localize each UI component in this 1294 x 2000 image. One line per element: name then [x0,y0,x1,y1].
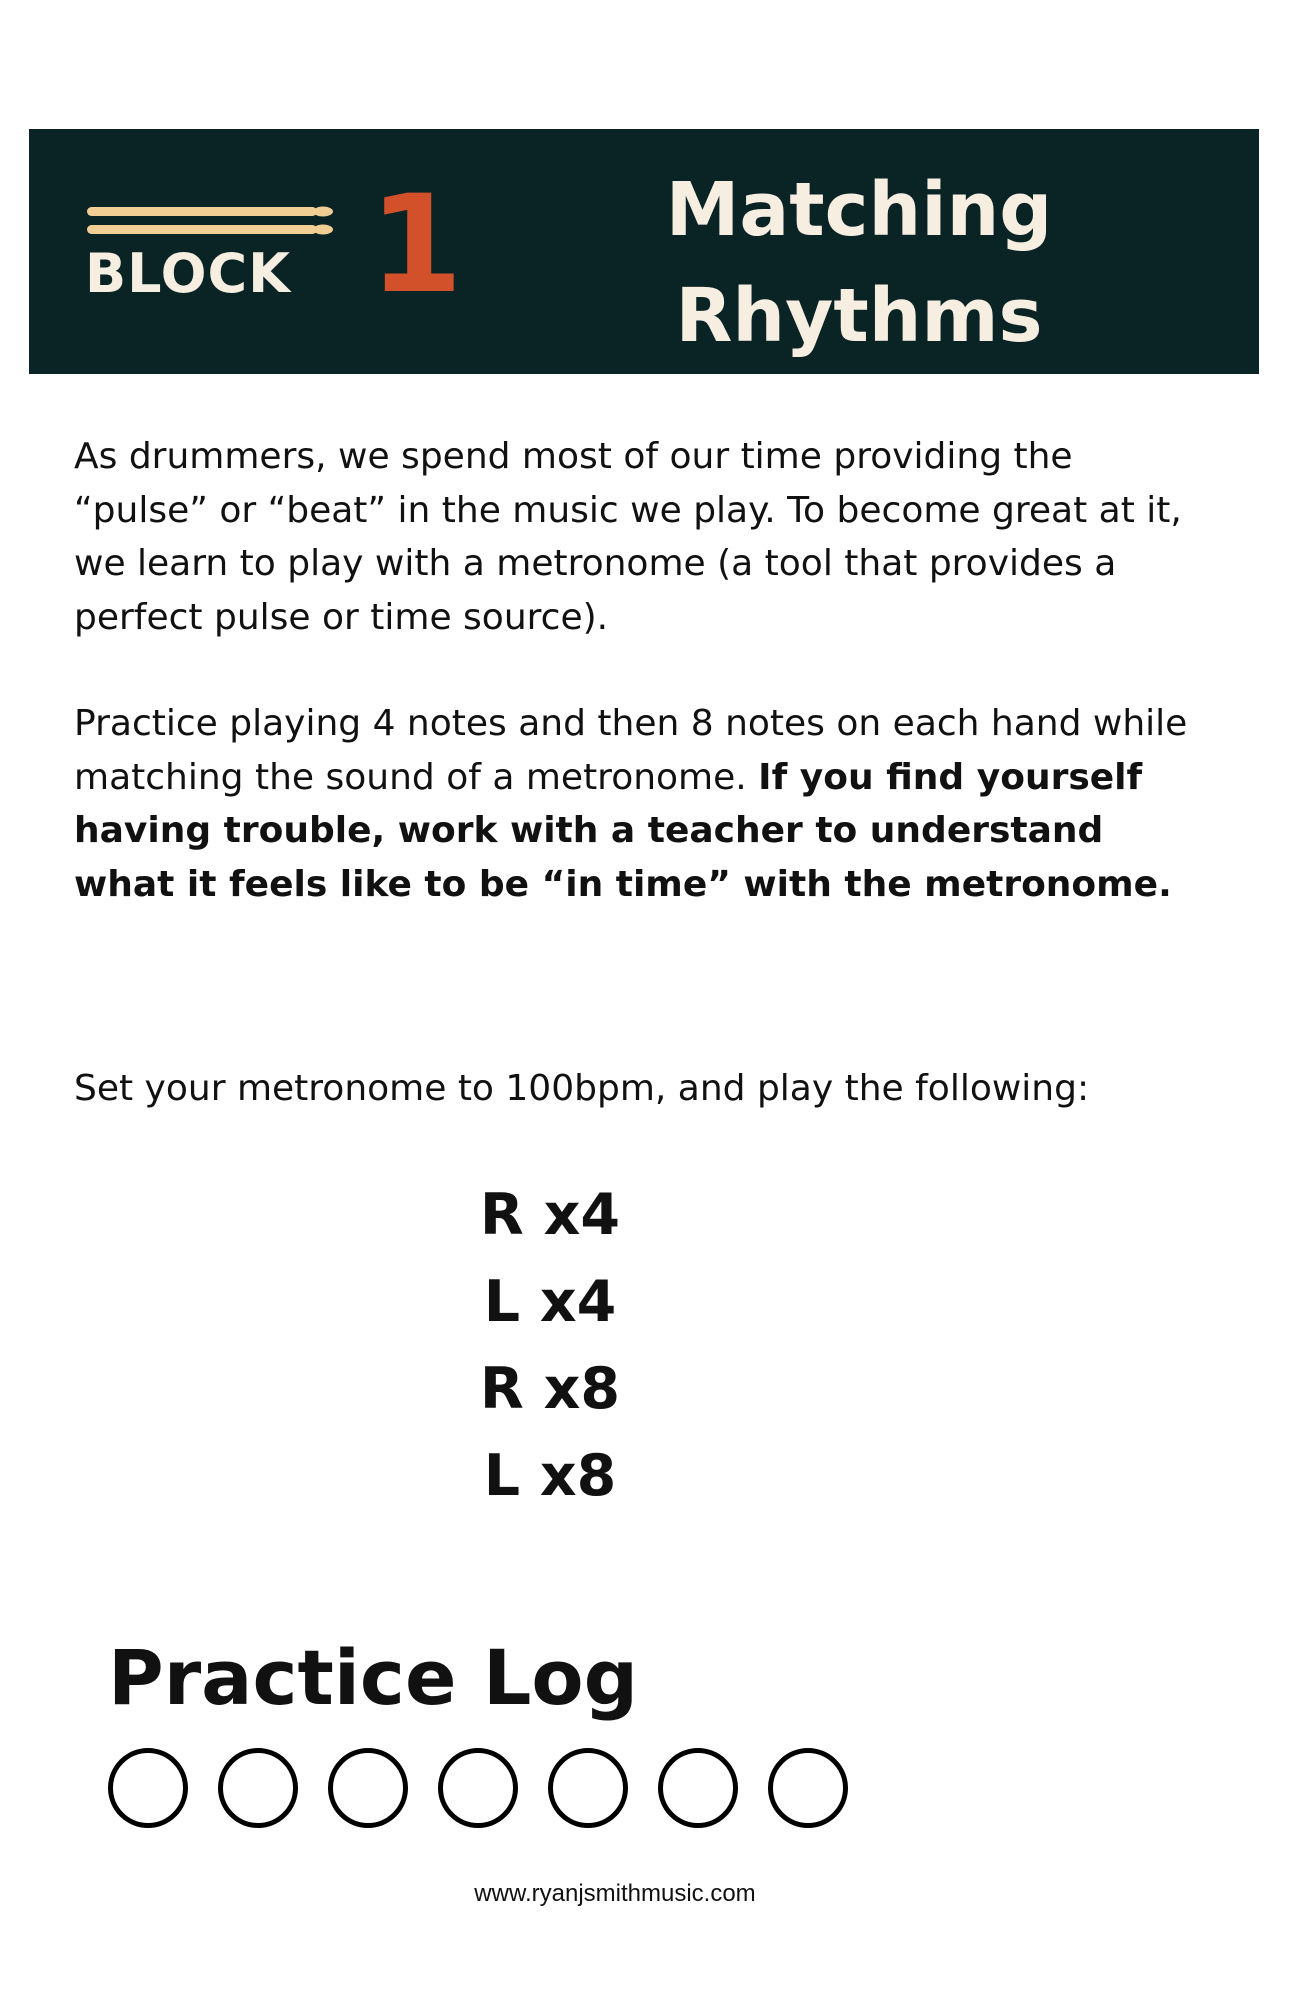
practice-paragraph-bold: If you find yourself having trouble, work with a teacher to understand what it feels like to be “in time” with the metronome. [74,756,1172,905]
exercise-item: L x8 [483,1443,617,1509]
instruction-text: Set your metronome to 100bpm, and play the following: [74,1068,1090,1109]
header-banner [29,129,1259,374]
drumsticks-icon [85,201,345,241]
exercise-item: L x4 [483,1269,617,1335]
exercise-item: R x4 [479,1182,621,1248]
practice-paragraph-normal: Practice playing 4 notes and then 8 notes on each hand while matching the sound of a metronome. [74,703,1188,798]
page-title-line2: Rhythms [675,273,1043,359]
practice-checkbox[interactable] [328,1748,408,1828]
practice-paragraph [74,697,1194,911]
page-title [589,157,1129,369]
exercise-item: R x8 [479,1356,621,1422]
practice-checkbox[interactable] [438,1748,518,1828]
footer-url[interactable]: www.ryanjsmithmusic.com [474,1880,756,1907]
block-number: 1 [369,166,463,323]
practice-checkbox[interactable] [548,1748,628,1828]
block-label: BLOCK [85,242,292,305]
practice-log-checkboxes [108,1748,848,1828]
exercise-list [400,1172,700,1520]
practice-checkbox[interactable] [768,1748,848,1828]
page-title-line1: Matching [665,167,1053,253]
practice-checkbox[interactable] [108,1748,188,1828]
practice-log-title: Practice Log [108,1633,638,1722]
intro-paragraph: As drummers, we spend most of our time providing the “pulse” or “beat” in the music we play. To become great at it, we learn to play with a metronome (a tool that provides a perfect pulse or time source). [74,436,1182,638]
practice-checkbox[interactable] [658,1748,738,1828]
practice-checkbox[interactable] [218,1748,298,1828]
